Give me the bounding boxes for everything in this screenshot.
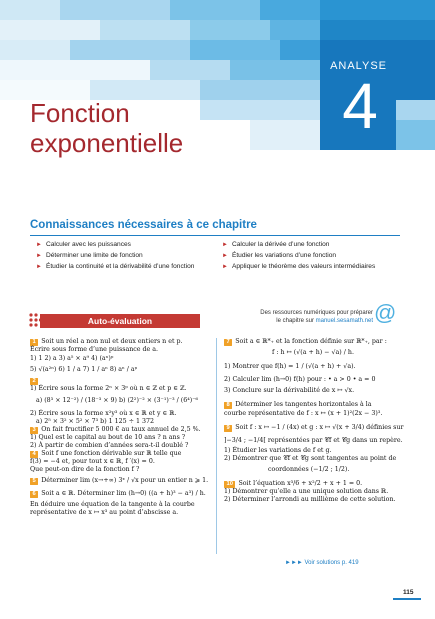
- prereq-item: ► Calculer la dérivée d’une fonction: [222, 241, 330, 248]
- mosaic-tile: [396, 100, 435, 120]
- section-label: ANALYSE: [330, 60, 387, 72]
- mosaic-tile: [0, 0, 60, 20]
- at-icon: @: [374, 300, 397, 325]
- chapter-title-line2: exponentielle: [30, 128, 184, 158]
- exercise-badge: 1: [30, 339, 38, 346]
- section-divider: [30, 235, 400, 236]
- exercise-badge: 5: [30, 478, 38, 485]
- exercise-badge: 6: [30, 491, 38, 498]
- mosaic-tile: [70, 40, 190, 60]
- mosaic-tile: [0, 60, 150, 80]
- triple-arrow-icon: ►►►: [285, 560, 303, 566]
- chapter-number: 4: [342, 70, 378, 142]
- mosaic-tile: [190, 20, 270, 40]
- exercise-badge: 4: [30, 451, 38, 458]
- mosaic-tile: [200, 80, 320, 100]
- arrow-icon: ►: [36, 242, 42, 248]
- mosaic-tile: [100, 20, 190, 40]
- page-number: 115: [403, 589, 414, 596]
- exercise-badge: 10: [224, 481, 235, 488]
- mosaic-tile: [260, 0, 320, 20]
- mosaic-tile: [250, 120, 320, 150]
- mosaic-tile: [90, 80, 200, 100]
- mosaic-tile: [320, 0, 435, 20]
- mosaic-tile: [0, 40, 70, 60]
- exercise-badge: 8: [224, 402, 232, 409]
- mosaic-tile: [0, 20, 100, 40]
- mosaic-tile: [280, 40, 320, 60]
- prereq-item: ► Déterminer une limite de fonction: [36, 252, 143, 259]
- mosaic-tile: [200, 100, 320, 120]
- right-column: 7 Soit a ∈ ℝ*₊ et la fonction définie sur ℝ*₊, par : f : h ↦ (√(a + h) − √a) / h. 1) Montrer que f(h) = 1 / (√(a + h) + √a). 2) Calculer lim (h→0) f(h) pour : • a > 0 • a = 0 3) Conclure sur la dérivabilité de x ↦ √x. 8 Déterminer les tangentes horizontales à la courbe représentative de f : x ↦ (x + 1)²(2x − 3)³. 9 Soit f : x ↦ −1 / (4x) et g : x ↦ √(x + 3/4) définies sur ]−3/4 ; −1/4[ représentées par 𝒞f et 𝒞g dans un repère. 1) Étudier les variations de f et g. 2) Démontrer que 𝒞f et 𝒞g sont tangentes au point de coordonnées (−1/2 ; 1/2). 10 Soit l’équation x³/6 + x²/2 + x + 1 = 0. 1) Démontrer qu’elle a une unique solution dans ℝ. 2) Déterminer l’arrondi au millième de cette solution.: [224, 338, 404, 504]
- arrow-icon: ►: [222, 242, 228, 248]
- mosaic-tile: [60, 0, 170, 20]
- arrow-icon: ►: [222, 264, 228, 270]
- mosaic-tile: [320, 20, 435, 40]
- prereq-item: ► Calculer avec les puissances: [36, 241, 131, 248]
- mosaic-tile: [396, 120, 435, 150]
- resources-link[interactable]: manuel.sesamath.net: [315, 318, 373, 324]
- mosaic-tile: [230, 60, 320, 80]
- resources-note: Des ressources numériques pour préparer le chapitre sur manuel.sesamath.net: [260, 310, 373, 324]
- mosaic-tile: [270, 20, 320, 40]
- page-number-underline: [393, 598, 421, 600]
- auto-evaluation-bar: Auto-évaluation: [40, 314, 200, 328]
- mosaic-tile: [170, 0, 260, 20]
- arrow-icon: ►: [222, 253, 228, 259]
- exercise-badge: 7: [224, 339, 232, 346]
- exercise-badge: 2: [30, 378, 38, 385]
- chapter-title-line1: Fonction: [30, 98, 130, 128]
- left-column: 1 Soit un réel a non nul et deux entiers n et p. Écrire sous forme d’une puissance de a. 1) 1 2) a 3) a⁵ × a⁹ 4) (aⁿ)ᵖ 5) √(a²ⁿ) 6) 1 / a 7) 1 / aⁿ 8) aⁿ / aᵖ 2 1) Écrire sous la forme 2ⁿ × 3ᵖ où n ∈ ℤ et p ∈ ℤ. a) (8³ × 12⁻²) / (18⁻³ × 9) b) (2²)⁻² × (3⁻¹)⁻³ / (6⁴)⁻⁶ 2) Écrire sous la forme x²y³ où x ∈ ℝ et y ∈ ℝ. a) 2⁵ × 3² × 5² × 7³ b) 1 125 ÷ 1 372 3 On fait fructifier 5 000 € au taux annuel de 2,5 %. 1) Quel est le capital au bout de 10 ans ? n ans ? 2) À partir de combien d’années sera-t-il doublé ? 4 Soit f une fonction dérivable sur ℝ telle que f(3) = −4 et, pour tout x ∈ ℝ, f ′(x) = 0. Que peut-on dire de la fonction f ? 5 Déterminer lim (x→+∞) 3ˣ / √x pour un entier n ⩾ 1. 6 Soit a ∈ ℝ. Déterminer lim (h→0) ((a + h)³ − a³) / h. En déduire une équation de la tangente à la courbe représentative de x ↦ x³ au point d’abscisse a.: [30, 338, 209, 516]
- arrow-icon: ►: [36, 253, 42, 259]
- exercise-badge: 9: [224, 425, 232, 432]
- mosaic-tile: [150, 60, 230, 80]
- mosaic-tile: [0, 80, 90, 100]
- prereq-item: ► Étudier la continuité et la dérivabilité d’une fonction: [36, 263, 195, 270]
- arrow-icon: ►: [36, 264, 42, 270]
- prereq-item: ► Appliquer le théorème des valeurs intermédiaires: [222, 263, 376, 270]
- exercise-badge: 3: [30, 427, 38, 434]
- section-title: Connaissances nécessaires à ce chapitre: [30, 219, 257, 231]
- solutions-link[interactable]: ►►► Voir solutions p. 419: [285, 560, 359, 566]
- column-divider: [216, 338, 217, 554]
- prereq-item: ► Étudier les variations d’une fonction: [222, 252, 337, 259]
- mosaic-tile: [190, 40, 280, 60]
